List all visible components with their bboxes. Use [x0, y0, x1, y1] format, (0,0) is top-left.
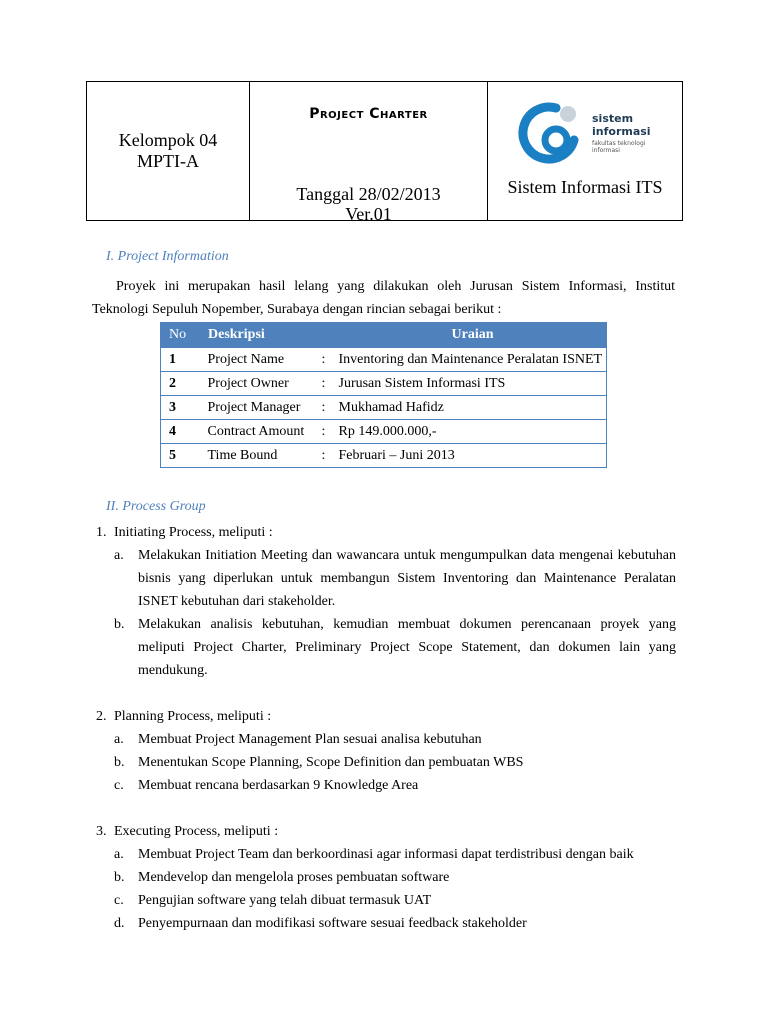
subitem-text: Melakukan analisis kebutuhan, kemudian membuat dokumen perencanaan proyek yang meliputi Project Charter, Preliminary Project Scope Statement, dan dokumen lain yang mendukung.	[138, 617, 676, 678]
process-group-item	[92, 521, 676, 544]
process-title: Planning Process, meliputi :	[114, 709, 272, 724]
row-detail: Inventoring dan Maintenance Peralatan ISNET	[339, 348, 607, 372]
row-separator: :	[322, 444, 339, 468]
subitem-letter: a.	[114, 548, 124, 563]
row-separator: :	[322, 396, 339, 420]
section-title-project-info: I. Project Information	[106, 249, 229, 264]
row-description: Time Bound	[208, 444, 322, 468]
title-cell	[250, 82, 488, 224]
table-row	[161, 396, 607, 420]
subitem-text: Membuat Project Team dan berkoordinasi agar informasi dapat terdistribusi dengan baik	[138, 847, 634, 862]
row-number: 5	[161, 444, 208, 468]
project-info-table	[160, 322, 607, 468]
row-detail: Jurusan Sistem Informasi ITS	[339, 372, 607, 396]
process-subitem	[92, 774, 676, 797]
subitem-text: Pengujian software yang telah dibuat termasuk UAT	[138, 893, 432, 908]
table-row	[161, 420, 607, 444]
col-desc-label: Deskripsi	[208, 327, 265, 342]
institution-cell	[488, 82, 682, 220]
logo-text-2: informasi	[592, 125, 651, 138]
process-group-item	[92, 705, 676, 728]
group-cell	[87, 82, 250, 220]
subitem-letter: b.	[114, 617, 125, 632]
subitem-letter: c.	[114, 778, 124, 793]
col-no: No	[161, 323, 208, 348]
row-separator: :	[322, 348, 339, 372]
process-list	[92, 521, 676, 935]
subitem-text: Penyempurnaan dan modifikasi software sesuai feedback stakeholder	[138, 916, 527, 931]
logo-text-3: fakultas teknologi	[592, 140, 646, 147]
institution-name: Sistem Informasi ITS	[507, 177, 663, 197]
subitem-text: Membuat Project Management Plan sesuai analisa kebutuhan	[138, 732, 482, 747]
process-number: 1.	[96, 525, 107, 540]
table-row	[161, 348, 607, 372]
subitem-letter: d.	[114, 916, 125, 931]
row-separator: :	[322, 372, 339, 396]
subitem-letter: c.	[114, 893, 124, 908]
process-title: Executing Process, meliputi :	[114, 824, 279, 839]
logo-text-1: sistem	[592, 112, 634, 125]
process-subitem	[92, 544, 676, 613]
subitem-text: Melakukan Initiation Meeting dan wawancara untuk mengumpulkan data mengenai kebutuhan bisnis yang diperlukan untuk membangun Sistem Inventoring dan Maintenance Peralatan ISNET kebutuhan dari stakeholder.	[138, 548, 676, 609]
subitem-letter: a.	[114, 732, 124, 747]
col-desc	[208, 323, 339, 348]
subitem-text: Mendevelop dan mengelola proses pembuatan software	[138, 870, 450, 885]
doc-version: Ver.01	[345, 204, 392, 224]
table-header-row	[161, 323, 607, 348]
row-number: 4	[161, 420, 208, 444]
logo-mark-icon	[516, 100, 666, 170]
process-title: Initiating Process, meliputi :	[114, 525, 273, 540]
class-name: MPTI-A	[137, 151, 199, 171]
row-separator: :	[322, 420, 339, 444]
row-number: 1	[161, 348, 208, 372]
row-number: 3	[161, 396, 208, 420]
subitem-letter: a.	[114, 847, 124, 862]
row-description: Project Owner	[208, 372, 322, 396]
table-body	[161, 348, 607, 468]
subitem-letter: b.	[114, 870, 125, 885]
process-number: 3.	[96, 824, 107, 839]
process-subitem	[92, 912, 676, 935]
process-subitem	[92, 866, 676, 889]
section-title-process-group: II. Process Group	[106, 499, 206, 514]
subitem-letter: b.	[114, 755, 125, 770]
group-name: Kelompok 04	[118, 130, 218, 150]
process-subitem	[92, 728, 676, 751]
subitem-text: Membuat rencana berdasarkan 9 Knowledge Area	[138, 778, 419, 793]
table-row	[161, 444, 607, 468]
doc-title: Project Charter	[309, 106, 428, 122]
row-detail: Rp 149.000.000,-	[339, 420, 607, 444]
header-table	[86, 81, 683, 224]
doc-date: Tanggal 28/02/2013	[296, 184, 441, 204]
row-detail: Mukhamad Hafidz	[339, 396, 607, 420]
process-number: 2.	[96, 709, 107, 724]
si-logo	[516, 100, 666, 170]
logo-text-4: informasi	[592, 147, 620, 154]
subitem-text: Menentukan Scope Planning, Scope Definition dan pembuatan WBS	[138, 755, 524, 770]
date-version	[250, 184, 487, 224]
row-description: Project Name	[208, 348, 322, 372]
process-subitem	[92, 751, 676, 774]
row-description: Contract Amount	[208, 420, 322, 444]
row-number: 2	[161, 372, 208, 396]
process-group-item	[92, 820, 676, 843]
process-subitem	[92, 613, 676, 682]
process-subitem	[92, 889, 676, 912]
process-subitem	[92, 843, 676, 866]
row-detail: Februari – Juni 2013	[339, 444, 607, 468]
row-description: Project Manager	[208, 396, 322, 420]
col-detail: Uraian	[339, 323, 607, 348]
table-row	[161, 372, 607, 396]
intro-paragraph: Proyek ini merupakan hasil lelang yang dilakukan oleh Jurusan Sistem Informasi, Institut Teknologi Sepuluh Nopember, Surabaya dengan rincian sebagai berikut :	[92, 279, 675, 317]
